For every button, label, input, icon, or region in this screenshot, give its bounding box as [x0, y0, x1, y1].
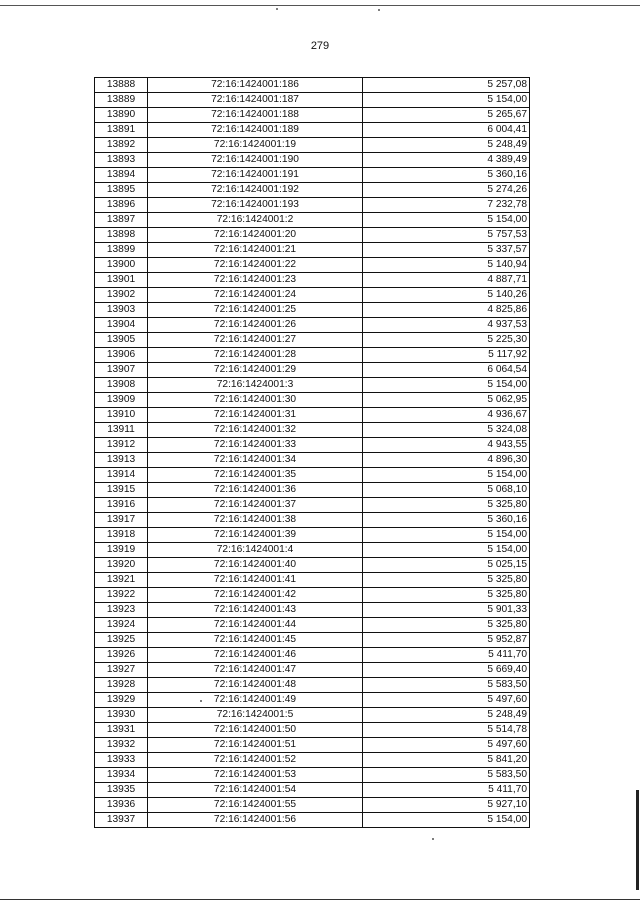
scan-top-rule — [0, 5, 640, 6]
table-row — [95, 153, 530, 168]
row-number-cell: 13906 — [95, 348, 148, 363]
cadastral-number-cell: 72:16:1424001:50 — [148, 723, 363, 738]
row-number-cell: 13937 — [95, 813, 148, 828]
value-cell: 4 389,49 — [363, 153, 530, 168]
table-row — [95, 303, 530, 318]
value-cell: 6 064,54 — [363, 363, 530, 378]
row-number-cell: 13896 — [95, 198, 148, 213]
cadastral-number-cell: 72:16:1424001:52 — [148, 753, 363, 768]
row-number-cell: 13910 — [95, 408, 148, 423]
cadastral-number-cell: 72:16:1424001:3 — [148, 378, 363, 393]
table-row — [95, 423, 530, 438]
row-number-cell: 13900 — [95, 258, 148, 273]
cadastral-number-cell: 72:16:1424001:45 — [148, 633, 363, 648]
table-row — [95, 648, 530, 663]
row-number-cell: 13915 — [95, 483, 148, 498]
cadastral-number-cell: 72:16:1424001:28 — [148, 348, 363, 363]
value-cell: 5 927,10 — [363, 798, 530, 813]
table-row — [95, 93, 530, 108]
cadastral-number-cell: 72:16:1424001:193 — [148, 198, 363, 213]
cadastral-number-cell: 72:16:1424001:19 — [148, 138, 363, 153]
table-row — [95, 438, 530, 453]
row-number-cell: 13905 — [95, 333, 148, 348]
value-cell: 5 154,00 — [363, 213, 530, 228]
cadastral-number-cell: 72:16:1424001:39 — [148, 528, 363, 543]
value-cell: 5 265,67 — [363, 108, 530, 123]
value-cell: 5 757,53 — [363, 228, 530, 243]
row-number-cell: 13911 — [95, 423, 148, 438]
cadastral-number-cell: 72:16:1424001:51 — [148, 738, 363, 753]
table-row — [95, 753, 530, 768]
table-row — [95, 333, 530, 348]
row-number-cell: 13934 — [95, 768, 148, 783]
table-row — [95, 798, 530, 813]
row-number-cell: 13923 — [95, 603, 148, 618]
table-row — [95, 363, 530, 378]
value-cell: 5 248,49 — [363, 138, 530, 153]
cadastral-number-cell: 72:16:1424001:5 — [148, 708, 363, 723]
value-cell: 5 360,16 — [363, 513, 530, 528]
row-number-cell: 13912 — [95, 438, 148, 453]
cadastral-number-cell: 72:16:1424001:42 — [148, 588, 363, 603]
row-number-cell: 13893 — [95, 153, 148, 168]
row-number-cell: 13903 — [95, 303, 148, 318]
value-cell: 5 257,08 — [363, 78, 530, 93]
parcel-table — [94, 77, 530, 828]
value-cell: 5 325,80 — [363, 588, 530, 603]
row-number-cell: 13889 — [95, 93, 148, 108]
value-cell: 5 411,70 — [363, 648, 530, 663]
value-cell: 5 154,00 — [363, 813, 530, 828]
table-row — [95, 243, 530, 258]
cadastral-number-cell: 72:16:1424001:35 — [148, 468, 363, 483]
table-row — [95, 78, 530, 93]
table-row — [95, 288, 530, 303]
cadastral-number-cell: 72:16:1424001:40 — [148, 558, 363, 573]
cadastral-number-cell: 72:16:1424001:47 — [148, 663, 363, 678]
table-row — [95, 123, 530, 138]
cadastral-number-cell: 72:16:1424001:187 — [148, 93, 363, 108]
table-row — [95, 663, 530, 678]
value-cell: 5 068,10 — [363, 483, 530, 498]
value-cell: 4 936,67 — [363, 408, 530, 423]
row-number-cell: 13926 — [95, 648, 148, 663]
value-cell: 5 952,87 — [363, 633, 530, 648]
cadastral-number-cell: 72:16:1424001:32 — [148, 423, 363, 438]
cadastral-number-cell: 72:16:1424001:27 — [148, 333, 363, 348]
value-cell: 5 154,00 — [363, 378, 530, 393]
value-cell: 5 062,95 — [363, 393, 530, 408]
cadastral-number-cell: 72:16:1424001:48 — [148, 678, 363, 693]
cadastral-number-cell: 72:16:1424001:54 — [148, 783, 363, 798]
table-row — [95, 108, 530, 123]
scan-edge-mark — [636, 790, 639, 890]
row-number-cell: 13919 — [95, 543, 148, 558]
scan-speck — [200, 700, 202, 702]
table-row — [95, 453, 530, 468]
value-cell: 5 154,00 — [363, 93, 530, 108]
row-number-cell: 13895 — [95, 183, 148, 198]
cadastral-number-cell: 72:16:1424001:30 — [148, 393, 363, 408]
row-number-cell: 13890 — [95, 108, 148, 123]
table-row — [95, 768, 530, 783]
table-row — [95, 273, 530, 288]
table-row — [95, 138, 530, 153]
row-number-cell: 13924 — [95, 618, 148, 633]
row-number-cell: 13917 — [95, 513, 148, 528]
value-cell: 5 274,26 — [363, 183, 530, 198]
cadastral-number-cell: 72:16:1424001:34 — [148, 453, 363, 468]
table-row — [95, 408, 530, 423]
scan-speck — [378, 9, 380, 11]
table-row — [95, 168, 530, 183]
value-cell: 5 360,16 — [363, 168, 530, 183]
cadastral-number-cell: 72:16:1424001:36 — [148, 483, 363, 498]
scan-speck — [276, 8, 278, 10]
table-row — [95, 513, 530, 528]
row-number-cell: 13902 — [95, 288, 148, 303]
row-number-cell: 13914 — [95, 468, 148, 483]
value-cell: 5 411,70 — [363, 783, 530, 798]
row-number-cell: 13936 — [95, 798, 148, 813]
cadastral-number-cell: 72:16:1424001:56 — [148, 813, 363, 828]
value-cell: 7 232,78 — [363, 198, 530, 213]
cadastral-number-cell: 72:16:1424001:192 — [148, 183, 363, 198]
cadastral-number-cell: 72:16:1424001:43 — [148, 603, 363, 618]
value-cell: 4 887,71 — [363, 273, 530, 288]
row-number-cell: 13891 — [95, 123, 148, 138]
value-cell: 5 248,49 — [363, 708, 530, 723]
value-cell: 4 825,86 — [363, 303, 530, 318]
value-cell: 5 325,80 — [363, 498, 530, 513]
row-number-cell: 13908 — [95, 378, 148, 393]
cadastral-number-cell: 72:16:1424001:191 — [148, 168, 363, 183]
value-cell: 5 325,80 — [363, 618, 530, 633]
cadastral-number-cell: 72:16:1424001:186 — [148, 78, 363, 93]
value-cell: 5 841,20 — [363, 753, 530, 768]
table-row — [95, 198, 530, 213]
cadastral-number-cell: 72:16:1424001:2 — [148, 213, 363, 228]
value-cell: 5 583,50 — [363, 678, 530, 693]
table-row — [95, 393, 530, 408]
value-cell: 5 154,00 — [363, 543, 530, 558]
value-cell: 5 325,80 — [363, 573, 530, 588]
row-number-cell: 13888 — [95, 78, 148, 93]
row-number-cell: 13930 — [95, 708, 148, 723]
value-cell: 5 497,60 — [363, 738, 530, 753]
table-row — [95, 213, 530, 228]
value-cell: 5 225,30 — [363, 333, 530, 348]
cadastral-number-cell: 72:16:1424001:44 — [148, 618, 363, 633]
row-number-cell: 13928 — [95, 678, 148, 693]
row-number-cell: 13916 — [95, 498, 148, 513]
cadastral-number-cell: 72:16:1424001:25 — [148, 303, 363, 318]
cadastral-number-cell: 72:16:1424001:22 — [148, 258, 363, 273]
table-row — [95, 318, 530, 333]
cadastral-number-cell: 72:16:1424001:24 — [148, 288, 363, 303]
table-row — [95, 483, 530, 498]
value-cell: 5 154,00 — [363, 528, 530, 543]
cadastral-number-cell: 72:16:1424001:189 — [148, 123, 363, 138]
parcel-table-body — [95, 78, 530, 828]
row-number-cell: 13921 — [95, 573, 148, 588]
page-number: 279 — [310, 40, 330, 52]
cadastral-number-cell: 72:16:1424001:26 — [148, 318, 363, 333]
table-row — [95, 723, 530, 738]
table-row — [95, 618, 530, 633]
table-row — [95, 678, 530, 693]
scan-bottom-rule — [0, 899, 640, 900]
table-row — [95, 603, 530, 618]
value-cell: 5 117,92 — [363, 348, 530, 363]
cadastral-number-cell: 72:16:1424001:29 — [148, 363, 363, 378]
row-number-cell: 13932 — [95, 738, 148, 753]
value-cell: 5 025,15 — [363, 558, 530, 573]
value-cell: 4 943,55 — [363, 438, 530, 453]
cadastral-number-cell: 72:16:1424001:49 — [148, 693, 363, 708]
table-row — [95, 498, 530, 513]
row-number-cell: 13927 — [95, 663, 148, 678]
value-cell: 6 004,41 — [363, 123, 530, 138]
table-row — [95, 558, 530, 573]
value-cell: 5 140,94 — [363, 258, 530, 273]
cadastral-number-cell: 72:16:1424001:190 — [148, 153, 363, 168]
table-row — [95, 633, 530, 648]
table-row — [95, 813, 530, 828]
value-cell: 5 337,57 — [363, 243, 530, 258]
table-row — [95, 258, 530, 273]
cadastral-number-cell: 72:16:1424001:55 — [148, 798, 363, 813]
table-row — [95, 378, 530, 393]
cadastral-number-cell: 72:16:1424001:38 — [148, 513, 363, 528]
cadastral-number-cell: 72:16:1424001:33 — [148, 438, 363, 453]
row-number-cell: 13907 — [95, 363, 148, 378]
cadastral-number-cell: 72:16:1424001:188 — [148, 108, 363, 123]
cadastral-number-cell: 72:16:1424001:53 — [148, 768, 363, 783]
row-number-cell: 13898 — [95, 228, 148, 243]
row-number-cell: 13913 — [95, 453, 148, 468]
row-number-cell: 13894 — [95, 168, 148, 183]
table-row — [95, 738, 530, 753]
value-cell: 5 154,00 — [363, 468, 530, 483]
scan-speck — [432, 838, 434, 840]
row-number-cell: 13918 — [95, 528, 148, 543]
table-row — [95, 183, 530, 198]
row-number-cell: 13892 — [95, 138, 148, 153]
value-cell: 5 669,40 — [363, 663, 530, 678]
cadastral-number-cell: 72:16:1424001:31 — [148, 408, 363, 423]
row-number-cell: 13929 — [95, 693, 148, 708]
row-number-cell: 13904 — [95, 318, 148, 333]
value-cell: 5 901,33 — [363, 603, 530, 618]
value-cell: 5 140,26 — [363, 288, 530, 303]
table-row — [95, 528, 530, 543]
table-row — [95, 543, 530, 558]
row-number-cell: 13909 — [95, 393, 148, 408]
row-number-cell: 13897 — [95, 213, 148, 228]
cadastral-number-cell: 72:16:1424001:4 — [148, 543, 363, 558]
cadastral-number-cell: 72:16:1424001:41 — [148, 573, 363, 588]
cadastral-number-cell: 72:16:1424001:20 — [148, 228, 363, 243]
row-number-cell: 13899 — [95, 243, 148, 258]
cadastral-number-cell: 72:16:1424001:46 — [148, 648, 363, 663]
cadastral-number-cell: 72:16:1424001:23 — [148, 273, 363, 288]
row-number-cell: 13901 — [95, 273, 148, 288]
table-row — [95, 693, 530, 708]
cadastral-number-cell: 72:16:1424001:37 — [148, 498, 363, 513]
table-row — [95, 468, 530, 483]
table-row — [95, 573, 530, 588]
value-cell: 5 497,60 — [363, 693, 530, 708]
row-number-cell: 13922 — [95, 588, 148, 603]
value-cell: 5 324,08 — [363, 423, 530, 438]
row-number-cell: 13933 — [95, 753, 148, 768]
value-cell: 5 514,78 — [363, 723, 530, 738]
value-cell: 5 583,50 — [363, 768, 530, 783]
cadastral-number-cell: 72:16:1424001:21 — [148, 243, 363, 258]
row-number-cell: 13920 — [95, 558, 148, 573]
row-number-cell: 13931 — [95, 723, 148, 738]
row-number-cell: 13925 — [95, 633, 148, 648]
value-cell: 4 896,30 — [363, 453, 530, 468]
table-row — [95, 588, 530, 603]
table-row — [95, 783, 530, 798]
row-number-cell: 13935 — [95, 783, 148, 798]
table-row — [95, 228, 530, 243]
table-row — [95, 708, 530, 723]
table-row — [95, 348, 530, 363]
value-cell: 4 937,53 — [363, 318, 530, 333]
